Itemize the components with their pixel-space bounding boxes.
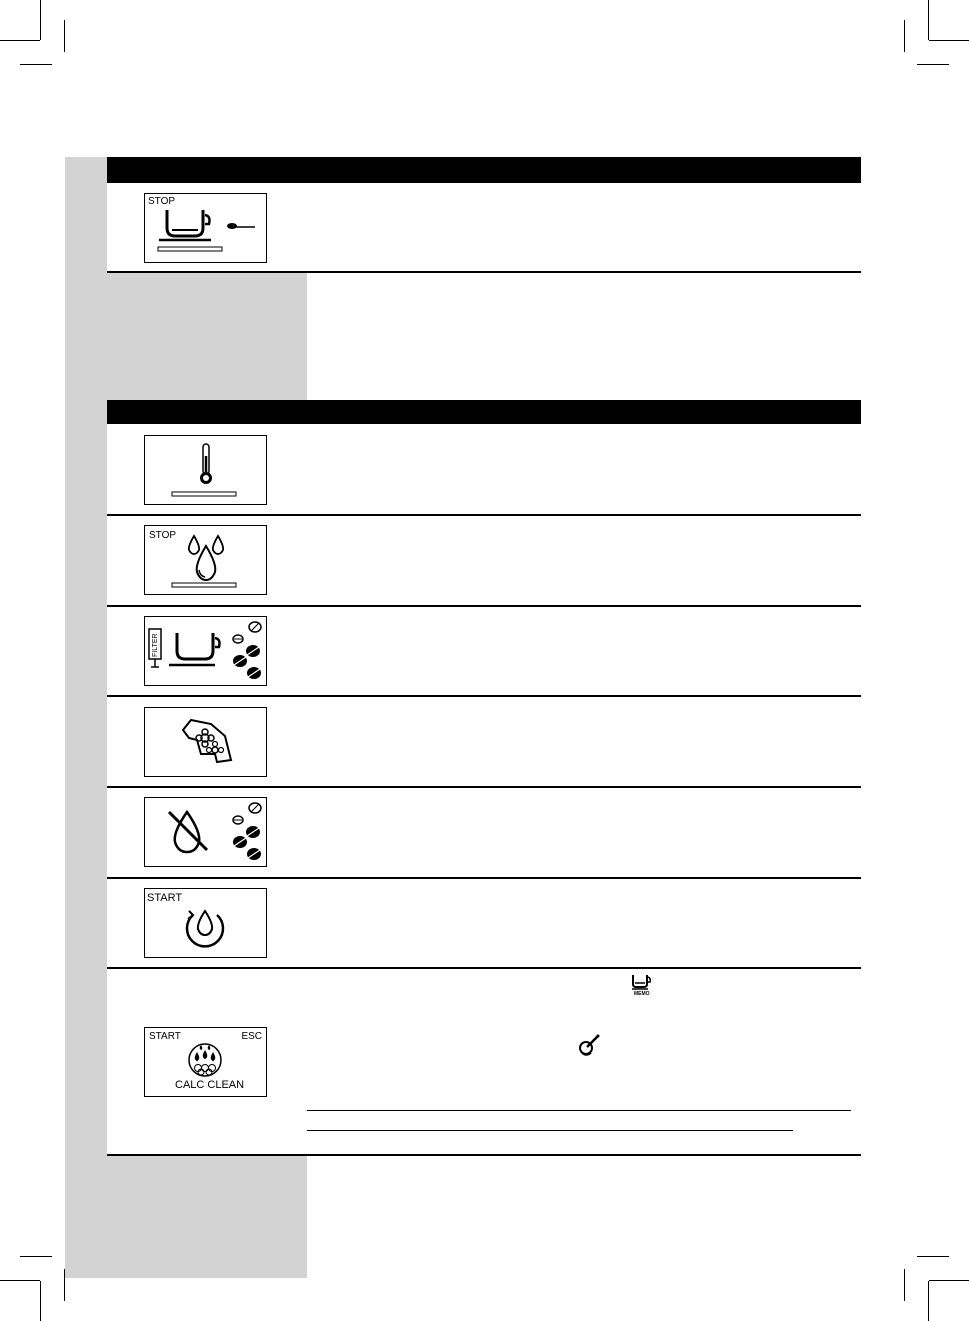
crop-mark (40, 1281, 41, 1321)
display-no-water-beans (144, 797, 267, 867)
display-label-start: START (149, 1031, 181, 1042)
row-divider (107, 695, 861, 697)
row-divider (107, 271, 861, 273)
steam-wand-icon (576, 1034, 602, 1060)
table-header-bar (107, 157, 861, 183)
display-label-esc: ESC (241, 1031, 262, 1042)
crop-mark (40, 0, 41, 40)
crop-mark (20, 1256, 52, 1257)
text-underline (307, 1110, 851, 1111)
display-label: STOP (148, 196, 176, 207)
rinse-cycle-icon (145, 889, 266, 957)
water-drops-icon (145, 526, 266, 594)
display-brew-group (144, 707, 267, 777)
crop-mark (20, 64, 52, 65)
display-start-rinse (144, 888, 267, 958)
crop-mark (928, 0, 929, 40)
row-divider (107, 786, 861, 788)
crop-mark (64, 20, 65, 52)
crop-mark (0, 40, 40, 41)
crop-mark (929, 40, 969, 41)
crop-mark (917, 1256, 949, 1257)
crop-mark (0, 1280, 40, 1281)
text-underline (307, 1130, 793, 1131)
cup-memo-icon (630, 972, 652, 998)
row-divider (107, 877, 861, 879)
thermometer-icon (145, 436, 266, 504)
descale-icon (145, 1028, 266, 1096)
crop-mark (929, 1280, 969, 1281)
row-divider (107, 514, 861, 516)
row-divider (107, 967, 861, 969)
filter-label: FILTER (152, 633, 159, 657)
row-divider (107, 605, 861, 607)
no-water-beans-icon (145, 798, 266, 866)
display-filter-cup-beans (144, 616, 267, 686)
brew-group-icon (145, 708, 266, 776)
table-header-bar (107, 400, 861, 424)
display-warming-up (144, 435, 267, 505)
display-descale (144, 1027, 267, 1097)
memo-label: MEMO (634, 991, 650, 997)
display-label-bottom: CALC CLEAN (175, 1079, 245, 1091)
display-label: STOP (149, 530, 177, 541)
filter-cup-beans-icon (145, 617, 266, 685)
crop-mark (904, 20, 905, 52)
display-rinsing-stop (144, 525, 267, 595)
crop-mark (917, 64, 949, 65)
cup-with-milk-icon (145, 194, 266, 262)
display-label: START (147, 892, 183, 904)
crop-mark (928, 1281, 929, 1321)
row-divider (107, 1154, 861, 1156)
display-brewing-stop (144, 193, 267, 263)
crop-mark (904, 1269, 905, 1301)
